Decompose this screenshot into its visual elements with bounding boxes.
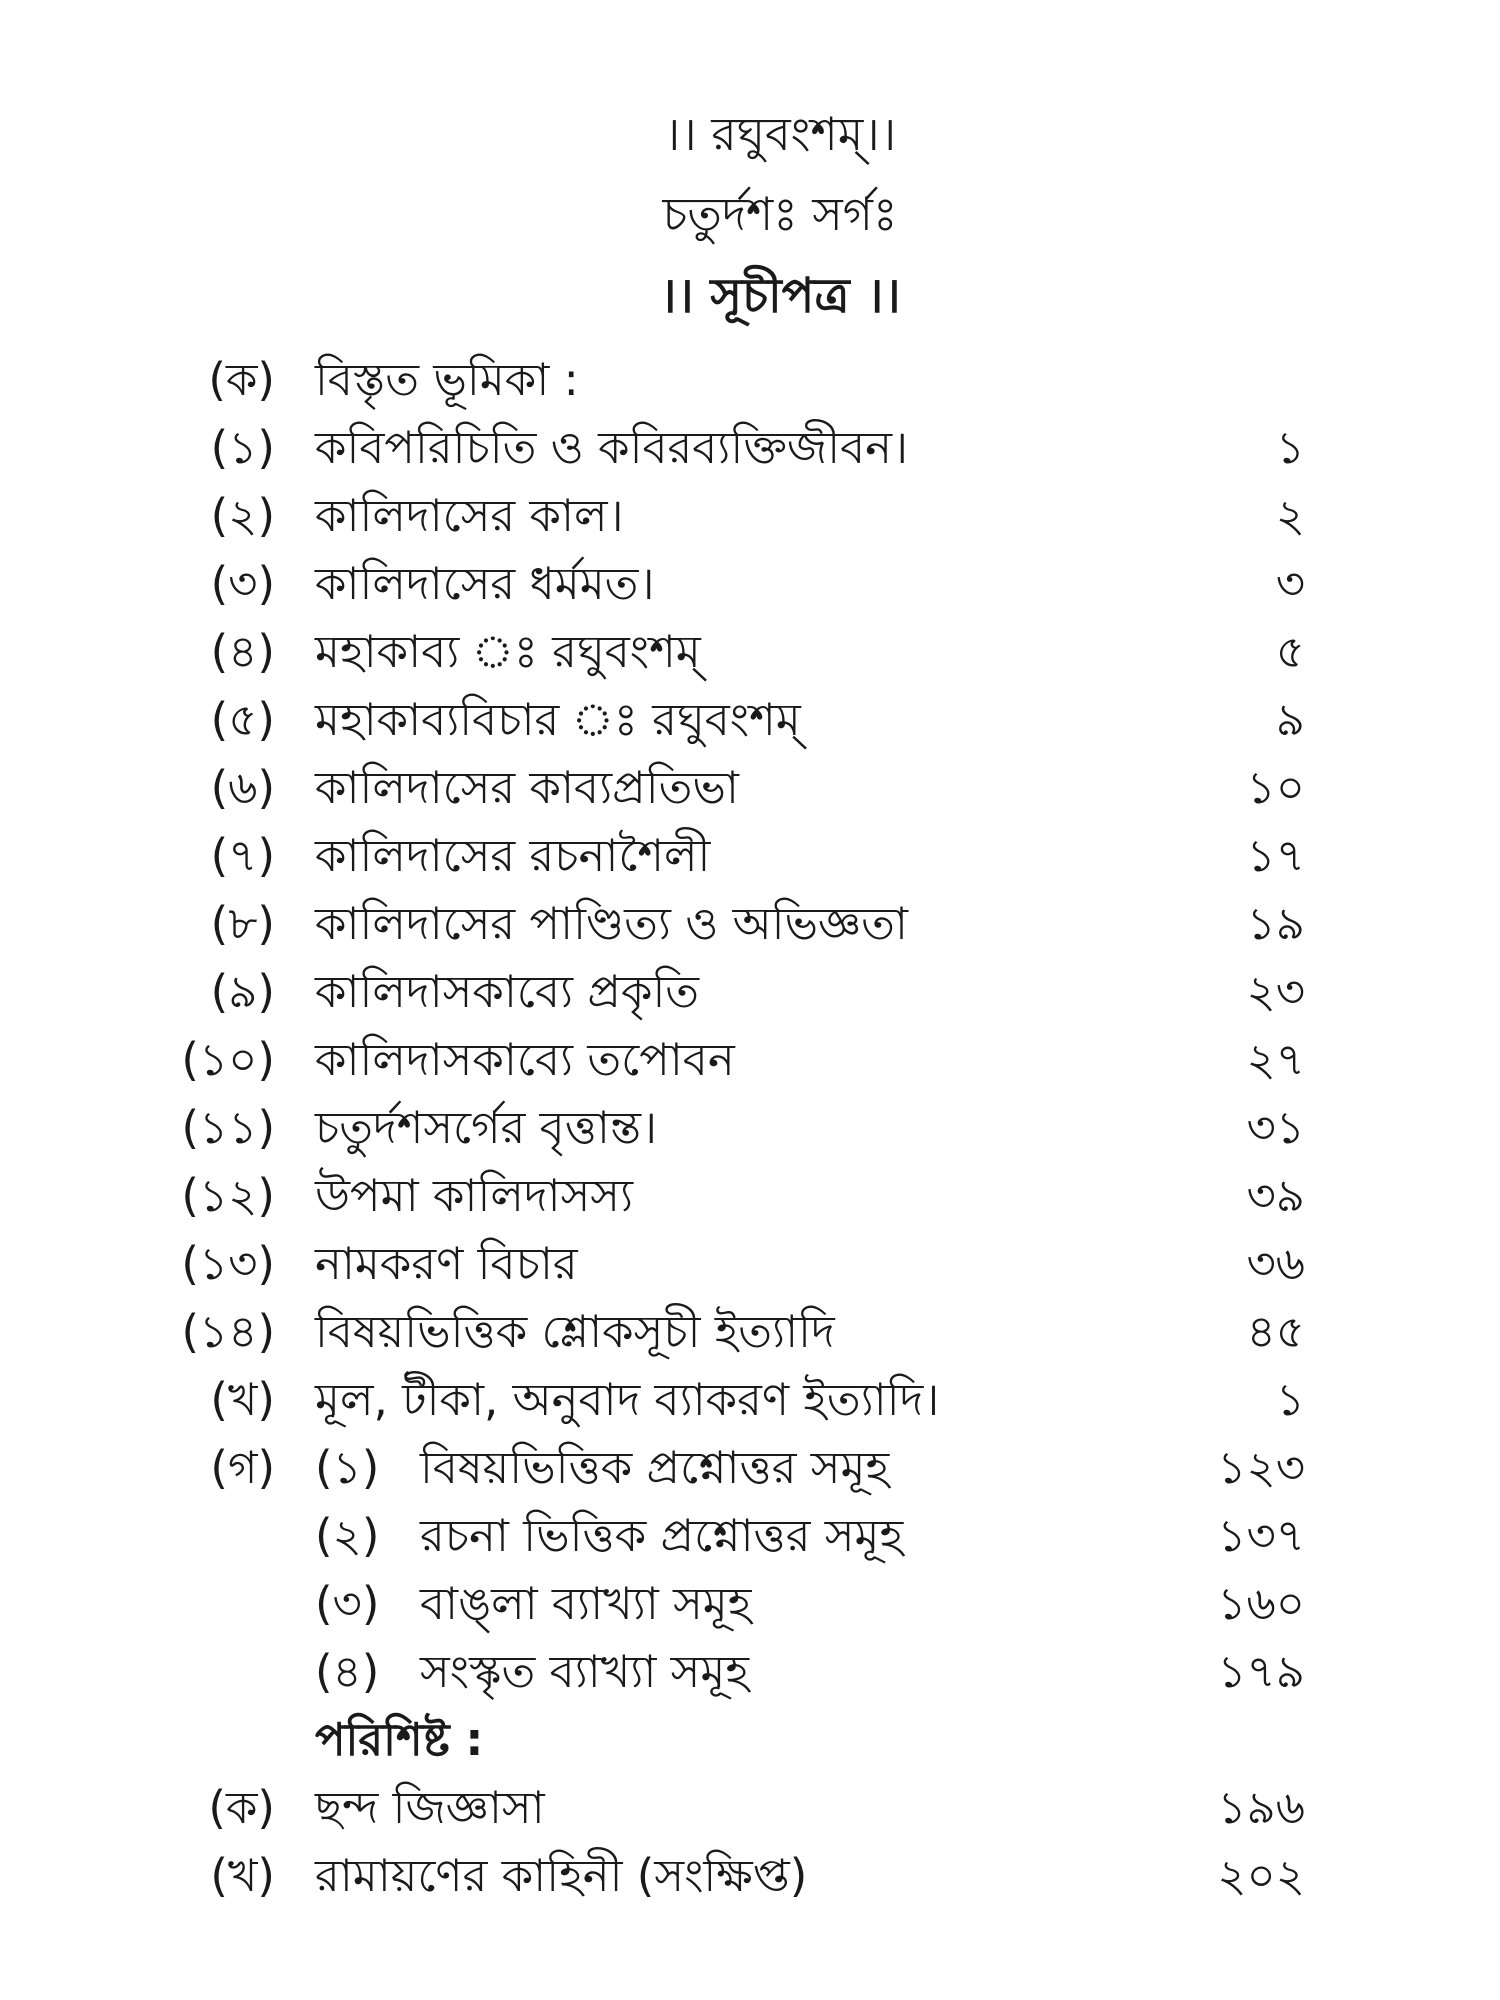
entry-mark: (৩) (210, 557, 275, 610)
toc-entry (0, 690, 1500, 750)
entry-page: ১ (1275, 421, 1305, 474)
entry-mark: (৬) (210, 761, 275, 814)
entry-mark: (১২) (181, 1169, 275, 1222)
entry-page: ৩ (1275, 557, 1305, 610)
entry-title: কালিদাসকাব্যে প্রকৃতি (315, 965, 700, 1018)
subentry-mark: (৪) (315, 1645, 380, 1698)
toc-subentry (0, 1574, 1500, 1634)
entry-page: ১৯৬ (1217, 1781, 1305, 1834)
entry-page: ৫ (1275, 625, 1305, 678)
entry-title: ছন্দ জিজ্ঞাসা (315, 1781, 545, 1834)
entry-mark: (২) (210, 489, 275, 542)
entry-title: কালিদাসের কাল। (315, 489, 624, 542)
contents-heading: ।। সূচীপত্র ।। (659, 268, 901, 324)
entry-title: নামকরণ বিচার (315, 1237, 578, 1290)
toc-entry (0, 350, 1500, 410)
entry-mark: (৮) (210, 897, 275, 950)
entry-page: ২০২ (1217, 1849, 1305, 1902)
toc-entry (0, 418, 1500, 478)
entry-title: মহাকাব্য ঃ রঘুবংশম্ (315, 625, 701, 678)
entry-page: ১৯ (1246, 897, 1305, 950)
toc-entry (0, 758, 1500, 818)
entry-mark: (১০) (181, 1033, 275, 1086)
subentry-page: ১৭৯ (1217, 1645, 1305, 1698)
entry-title: কালিদাসের ধর্মমত। (315, 557, 655, 610)
entry-mark: (৯) (210, 965, 275, 1018)
toc-entry (0, 622, 1500, 682)
entry-title: মহাকাব্যবিচার ঃ রঘুবংশম্ (315, 693, 801, 746)
toc-entry (0, 1098, 1500, 1158)
entry-title: কালিদাসকাব্যে তপোবন (315, 1033, 735, 1086)
toc-entry (0, 1234, 1500, 1294)
entry-page: ৯ (1275, 693, 1305, 746)
entry-page: ২৭ (1246, 1033, 1305, 1086)
entry-page: ৩৬ (1246, 1237, 1305, 1290)
entry-title: উপমা কালিদাসস্য (315, 1169, 634, 1222)
entry-page: ৩১ (1246, 1101, 1305, 1154)
toc-entry (0, 1370, 1500, 1430)
entry-title: চতুর্দশসর্গের বৃত্তান্ত। (315, 1101, 658, 1154)
toc-entry (0, 554, 1500, 614)
subentry-page: ১৬০ (1217, 1577, 1305, 1630)
canto-title: চতুর্দশঃ সর্গঃ (662, 187, 898, 241)
entry-title: বিষয়ভিত্তিক শ্লোকসূচী ইত্যাদি (315, 1305, 835, 1358)
entry-mark: (ক) (208, 353, 275, 406)
entry-title: রামায়ণের কাহিনী (সংক্ষিপ্ত) (315, 1849, 808, 1902)
entry-title: কবিপরিচিতি ও কবিরব্যক্তিজীবন। (315, 421, 909, 474)
subentry-mark: (৩) (315, 1577, 380, 1630)
entry-mark: (১) (210, 421, 275, 474)
toc-entry (0, 1166, 1500, 1226)
entry-mark: (খ) (210, 1849, 275, 1902)
appendix-heading-row (0, 1710, 1500, 1770)
entry-page: ৩৯ (1246, 1169, 1305, 1222)
appendix-entry (0, 1846, 1500, 1906)
appendix-entry (0, 1778, 1500, 1838)
toc-entry (0, 486, 1500, 546)
entry-mark: (১১) (181, 1101, 275, 1154)
subentry-mark: (১) (315, 1441, 380, 1494)
entry-title: বিস্তৃত ভূমিকা : (315, 353, 579, 406)
subentry-title: বিষয়ভিত্তিক প্রশ্নোত্তর সমূহ (420, 1441, 890, 1494)
entry-page: ১ (1275, 1373, 1305, 1426)
entry-mark: (১৪) (181, 1305, 275, 1358)
entry-title: কালিদাসের পাণ্ডিত্য ও অভিজ্ঞতা (315, 897, 908, 950)
entry-page: ১০ (1246, 761, 1305, 814)
toc-subentry (0, 1642, 1500, 1702)
subentry-title: সংস্কৃত ব্যাখ্যা সমূহ (420, 1645, 750, 1698)
entry-mark: (১৩) (181, 1237, 275, 1290)
subentry-title: রচনা ভিত্তিক প্রশ্নোত্তর সমূহ (420, 1509, 904, 1562)
entry-mark: (৪) (210, 625, 275, 678)
toc-entry (0, 826, 1500, 886)
subentry-mark: (২) (315, 1509, 380, 1562)
entry-mark: (খ) (210, 1373, 275, 1426)
entry-page: ২ (1275, 489, 1305, 542)
section-ga-mark: (গ) (210, 1441, 275, 1494)
toc-entry (0, 1030, 1500, 1090)
toc-entry (0, 894, 1500, 954)
subentry-page: ১৩৭ (1217, 1509, 1305, 1562)
entry-title: কালিদাসের রচনাশৈলী (315, 829, 711, 882)
toc-subentry (0, 1506, 1500, 1566)
book-title: ।। রঘুবংশম্।। (663, 107, 897, 161)
entry-page: ১৭ (1246, 829, 1305, 882)
entry-mark: (৭) (210, 829, 275, 882)
subentry-page: ১২৩ (1217, 1441, 1305, 1494)
subentry-title: বাঙ্লা ব্যাখ্যা সমূহ (420, 1577, 752, 1630)
entry-mark: (ক) (208, 1781, 275, 1834)
toc-entry (0, 1302, 1500, 1362)
toc-entry (0, 962, 1500, 1022)
appendix-heading: পরিশিষ্ট : (315, 1713, 484, 1766)
toc-subentry (0, 1438, 1500, 1498)
entry-title: মূল, টীকা, অনুবাদ ব্যাকরণ ইত্যাদি। (315, 1373, 940, 1426)
entry-page: ২৩ (1246, 965, 1305, 1018)
entry-page: ৪৫ (1246, 1305, 1305, 1358)
entry-title: কালিদাসের কাব্যপ্রতিভা (315, 761, 739, 814)
entry-mark: (৫) (210, 693, 275, 746)
